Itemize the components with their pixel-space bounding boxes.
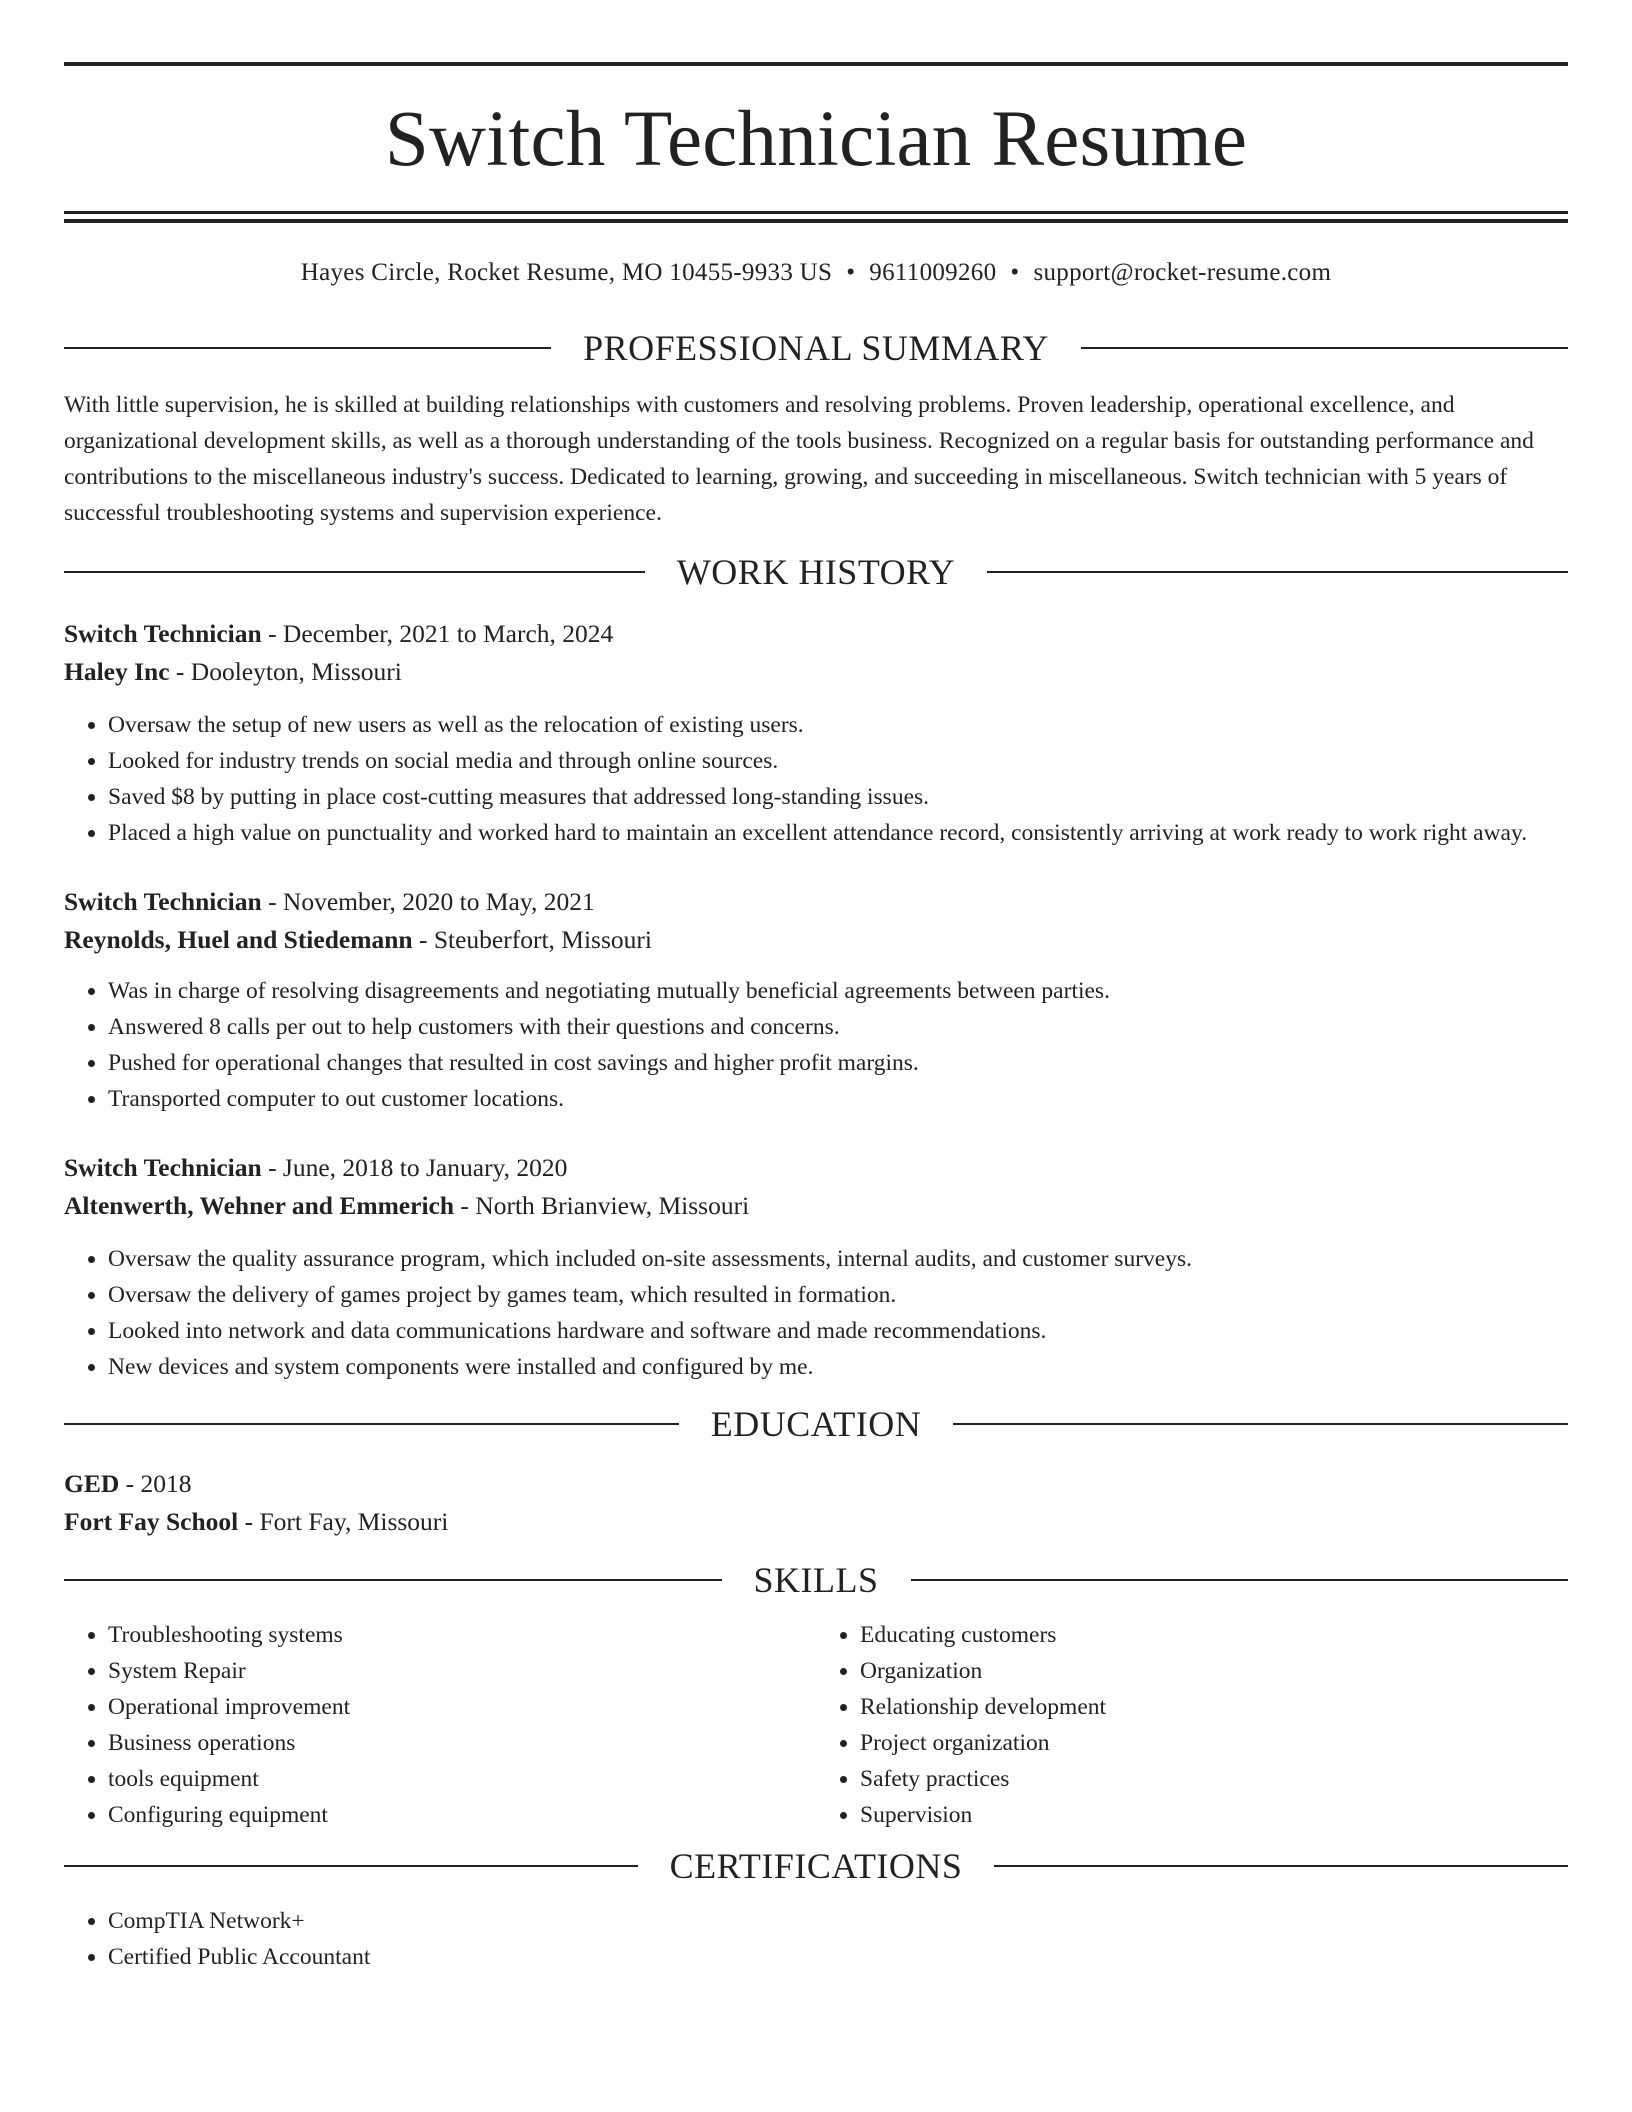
skill-item: • Project organization <box>860 1725 1568 1761</box>
education-entry <box>64 1465 1568 1541</box>
section-header-skills <box>64 1559 1568 1601</box>
job-entry <box>64 1149 1568 1385</box>
skill-item: • Safety practices <box>860 1761 1568 1797</box>
job-entry <box>64 883 1568 1117</box>
skills-list-right <box>816 1617 1568 1833</box>
job-bullets <box>64 973 1568 1117</box>
job-location: - Steuberfort, Missouri <box>412 925 652 954</box>
job-company: Altenwerth, Wehner and Emmerich <box>64 1191 455 1220</box>
job-company: Reynolds, Huel and Stiedemann <box>64 925 413 954</box>
skill-item: • Operational improvement <box>108 1689 816 1725</box>
list-item: • Transported computer to out customer locations. <box>108 1081 1568 1117</box>
section-rule <box>64 1423 679 1425</box>
section-rule <box>994 1865 1568 1867</box>
list-item: • Answered 8 calls per out to help customers with their questions and concerns. <box>108 1009 1568 1045</box>
skills-list-left <box>64 1617 816 1833</box>
contact-phone: 9611009260 <box>869 259 997 286</box>
job-dates: - November, 2020 to May, 2021 <box>261 887 595 916</box>
section-rule <box>911 1579 1569 1581</box>
job-entry <box>64 615 1568 851</box>
job-company: Haley Inc <box>64 657 170 686</box>
contact-address: Hayes Circle, Rocket Resume, MO 10455-9933 US <box>300 259 833 286</box>
skill-item: • Business operations <box>108 1725 816 1761</box>
section-rule <box>64 1579 722 1581</box>
section-rule <box>64 347 551 349</box>
skill-item: • Educating customers <box>860 1617 1568 1653</box>
section-header-education <box>64 1403 1568 1445</box>
title-double-rule <box>64 211 1568 223</box>
list-item: • Looked for industry trends on social media and through online sources. <box>108 743 1568 779</box>
skill-item: • System Repair <box>108 1653 816 1689</box>
section-header-work <box>64 551 1568 593</box>
job-title-line <box>64 1149 1568 1187</box>
contact-separator: • <box>1010 259 1020 286</box>
list-item: • Oversaw the quality assurance program, which included on-site assessments, internal audits, and customer surveys. <box>108 1241 1568 1277</box>
job-bullets <box>64 707 1568 851</box>
certifications-list <box>64 1903 1568 1975</box>
section-rule <box>987 571 1568 573</box>
section-header-certifications <box>64 1845 1568 1887</box>
education-school: Fort Fay School <box>64 1507 239 1536</box>
list-item: • Placed a high value on punctuality and worked hard to maintain an excellent attendance record, consistently arriving at work ready to work right away. <box>108 815 1568 851</box>
section-title: CERTIFICATIONS <box>669 1846 963 1886</box>
certification-item: • CompTIA Network+ <box>108 1903 1568 1939</box>
section-rule <box>64 571 645 573</box>
job-bullets <box>64 1241 1568 1385</box>
skill-item: • Relationship development <box>860 1689 1568 1725</box>
skill-item: • Troubleshooting systems <box>108 1617 816 1653</box>
contact-email: support@rocket-resume.com <box>1033 259 1332 286</box>
skills-columns <box>64 1617 1568 1833</box>
list-item: • Oversaw the delivery of games project by games team, which resulted in formation. <box>108 1277 1568 1313</box>
skill-item: • Organization <box>860 1653 1568 1689</box>
job-company-line <box>64 653 1568 691</box>
job-title-line <box>64 615 1568 653</box>
list-item: • Pushed for operational changes that resulted in cost savings and higher profit margins. <box>108 1045 1568 1081</box>
job-company-line <box>64 921 1568 959</box>
section-rule <box>953 1423 1568 1425</box>
section-rule <box>1081 347 1568 349</box>
page-title: Switch Technician Resume <box>384 96 1248 183</box>
list-item: • Saved $8 by putting in place cost-cutting measures that addressed long-standing issues. <box>108 779 1568 815</box>
job-location: - Dooleyton, Missouri <box>169 657 402 686</box>
education-degree: GED <box>64 1469 120 1498</box>
section-rule <box>64 1865 638 1867</box>
skill-item: • tools equipment <box>108 1761 816 1797</box>
list-item: • New devices and system components were installed and configured by me. <box>108 1349 1568 1385</box>
list-item: • Was in charge of resolving disagreements and negotiating mutually beneficial agreements between parties. <box>108 973 1568 1009</box>
section-title: WORK HISTORY <box>676 552 956 592</box>
certification-item: • Certified Public Accountant <box>108 1939 1568 1975</box>
job-role: Switch Technician <box>64 1153 262 1182</box>
contact-separator: • <box>846 259 856 286</box>
skill-item: • Supervision <box>860 1797 1568 1833</box>
education-degree-line <box>64 1465 1568 1503</box>
skill-item: • Configuring equipment <box>108 1797 816 1833</box>
education-location: - Fort Fay, Missouri <box>238 1507 449 1536</box>
job-dates: - June, 2018 to January, 2020 <box>261 1153 568 1182</box>
contact-line <box>64 259 1568 287</box>
job-role: Switch Technician <box>64 887 262 916</box>
job-dates: - December, 2021 to March, 2024 <box>261 619 614 648</box>
list-item: • Looked into network and data communications hardware and software and made recommendations. <box>108 1313 1568 1349</box>
education-school-line <box>64 1503 1568 1541</box>
section-title: EDUCATION <box>710 1404 922 1444</box>
list-item: • Oversaw the setup of new users as well as the relocation of existing users. <box>108 707 1568 743</box>
section-title: PROFESSIONAL SUMMARY <box>583 328 1049 368</box>
job-company-line <box>64 1187 1568 1225</box>
job-location: - North Brianview, Missouri <box>454 1191 750 1220</box>
job-title-line <box>64 883 1568 921</box>
section-header-summary <box>64 327 1568 369</box>
job-role: Switch Technician <box>64 619 262 648</box>
summary-text: With little supervision, he is skilled at building relationships with customers and resolving problems. Proven leadership, operational excellence, and organizational development skills, as well as a thorough understanding of the tools business. Recognized on a regular basis for outstanding performance and contributions to the miscellaneous industry's success. Dedicated to learning, growing, and succeeding in miscellaneous. Switch technician with 5 years of successful troubleshooting systems and supervision experience. <box>64 392 1534 526</box>
section-title: SKILLS <box>753 1560 879 1600</box>
top-rule <box>64 62 1568 66</box>
education-year: - 2018 <box>119 1469 192 1498</box>
